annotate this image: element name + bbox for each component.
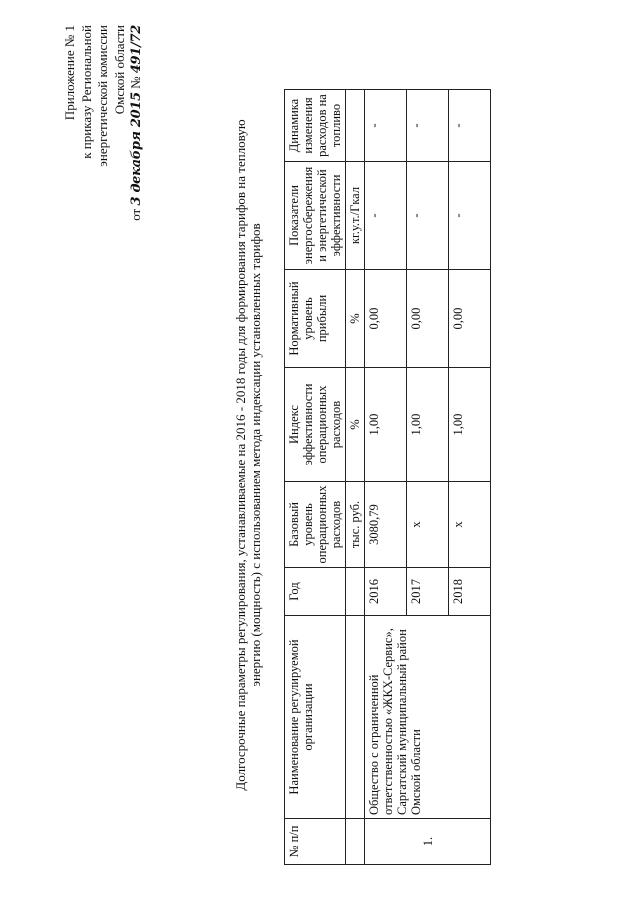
header-energy-saving: Показатели энергосбережения и энергетической эффективности: [285, 162, 346, 270]
cell-index: 1,00: [365, 368, 407, 482]
from-label: от: [128, 208, 143, 221]
cell-energy: -: [365, 162, 407, 270]
cell-profit: 0,00: [407, 270, 449, 368]
table-row: [365, 90, 407, 865]
header-base-opex: Базовый уровень операционных расходов: [285, 482, 346, 568]
order-reference: [128, 25, 146, 245]
appendix-line-4: Омской области: [111, 25, 127, 115]
unit-base: тыс. руб.: [346, 482, 365, 568]
unit-empty: [346, 568, 365, 616]
header-fuel-dynamics: Динамика изменения расходов на топливо: [285, 90, 346, 162]
unit-energy: кг.у.т./Гкал: [346, 162, 365, 270]
number-label: №: [128, 76, 143, 89]
cell-base: 3080,79: [365, 482, 407, 568]
row-number: 1.: [365, 819, 491, 865]
header-profit-level: Нормативный уровень прибыли: [285, 270, 346, 368]
organization-name: Общество с ограниченной ответственностью «ЖКХ-Сервис», Саргатский муниципальный район Омской области: [365, 616, 491, 819]
cell-fuel: -: [449, 90, 491, 162]
title-line-2: энергию (мощность) с использованием метода индексации установленных тарифов: [248, 223, 263, 687]
cell-year: 2016: [365, 568, 407, 616]
cell-energy: -: [407, 162, 449, 270]
header-row: [285, 90, 346, 865]
unit-empty: [346, 90, 365, 162]
unit-empty: [346, 819, 365, 865]
document-title: [233, 45, 263, 865]
units-row: [346, 90, 365, 865]
cell-index: 1,00: [449, 368, 491, 482]
handwritten-date: 3 декабря 2015: [129, 92, 144, 206]
appendix-block: [62, 25, 146, 245]
cell-year: 2017: [407, 568, 449, 616]
header-organization: Наименование регулируемой организации: [285, 616, 346, 819]
header-year: Год: [285, 568, 346, 616]
cell-profit: 0,00: [365, 270, 407, 368]
title-line-1: Долгосрочные параметры регулирования, устанавливаемые на 2016 - 2018 годы для формирования тарифов на тепловую: [233, 119, 248, 791]
cell-profit: 0,00: [449, 270, 491, 368]
unit-profit: %: [346, 270, 365, 368]
unit-index: %: [346, 368, 365, 482]
unit-empty: [346, 616, 365, 819]
cell-year: 2018: [449, 568, 491, 616]
cell-fuel: -: [365, 90, 407, 162]
cell-base: x: [449, 482, 491, 568]
header-efficiency-index: Индекс эффективности операционных расходов: [285, 368, 346, 482]
header-num: № п/п: [285, 819, 346, 865]
cell-fuel: -: [407, 90, 449, 162]
appendix-line-1: Приложение № 1: [62, 25, 77, 121]
handwritten-number: 491/72: [129, 25, 144, 74]
appendix-line-3: энергетической комиссии: [95, 25, 110, 167]
cell-energy: -: [449, 162, 491, 270]
cell-base: x: [407, 482, 449, 568]
appendix-line-2: к приказу Региональной: [78, 25, 94, 159]
cell-index: 1,00: [407, 368, 449, 482]
parameters-table: [284, 89, 491, 865]
